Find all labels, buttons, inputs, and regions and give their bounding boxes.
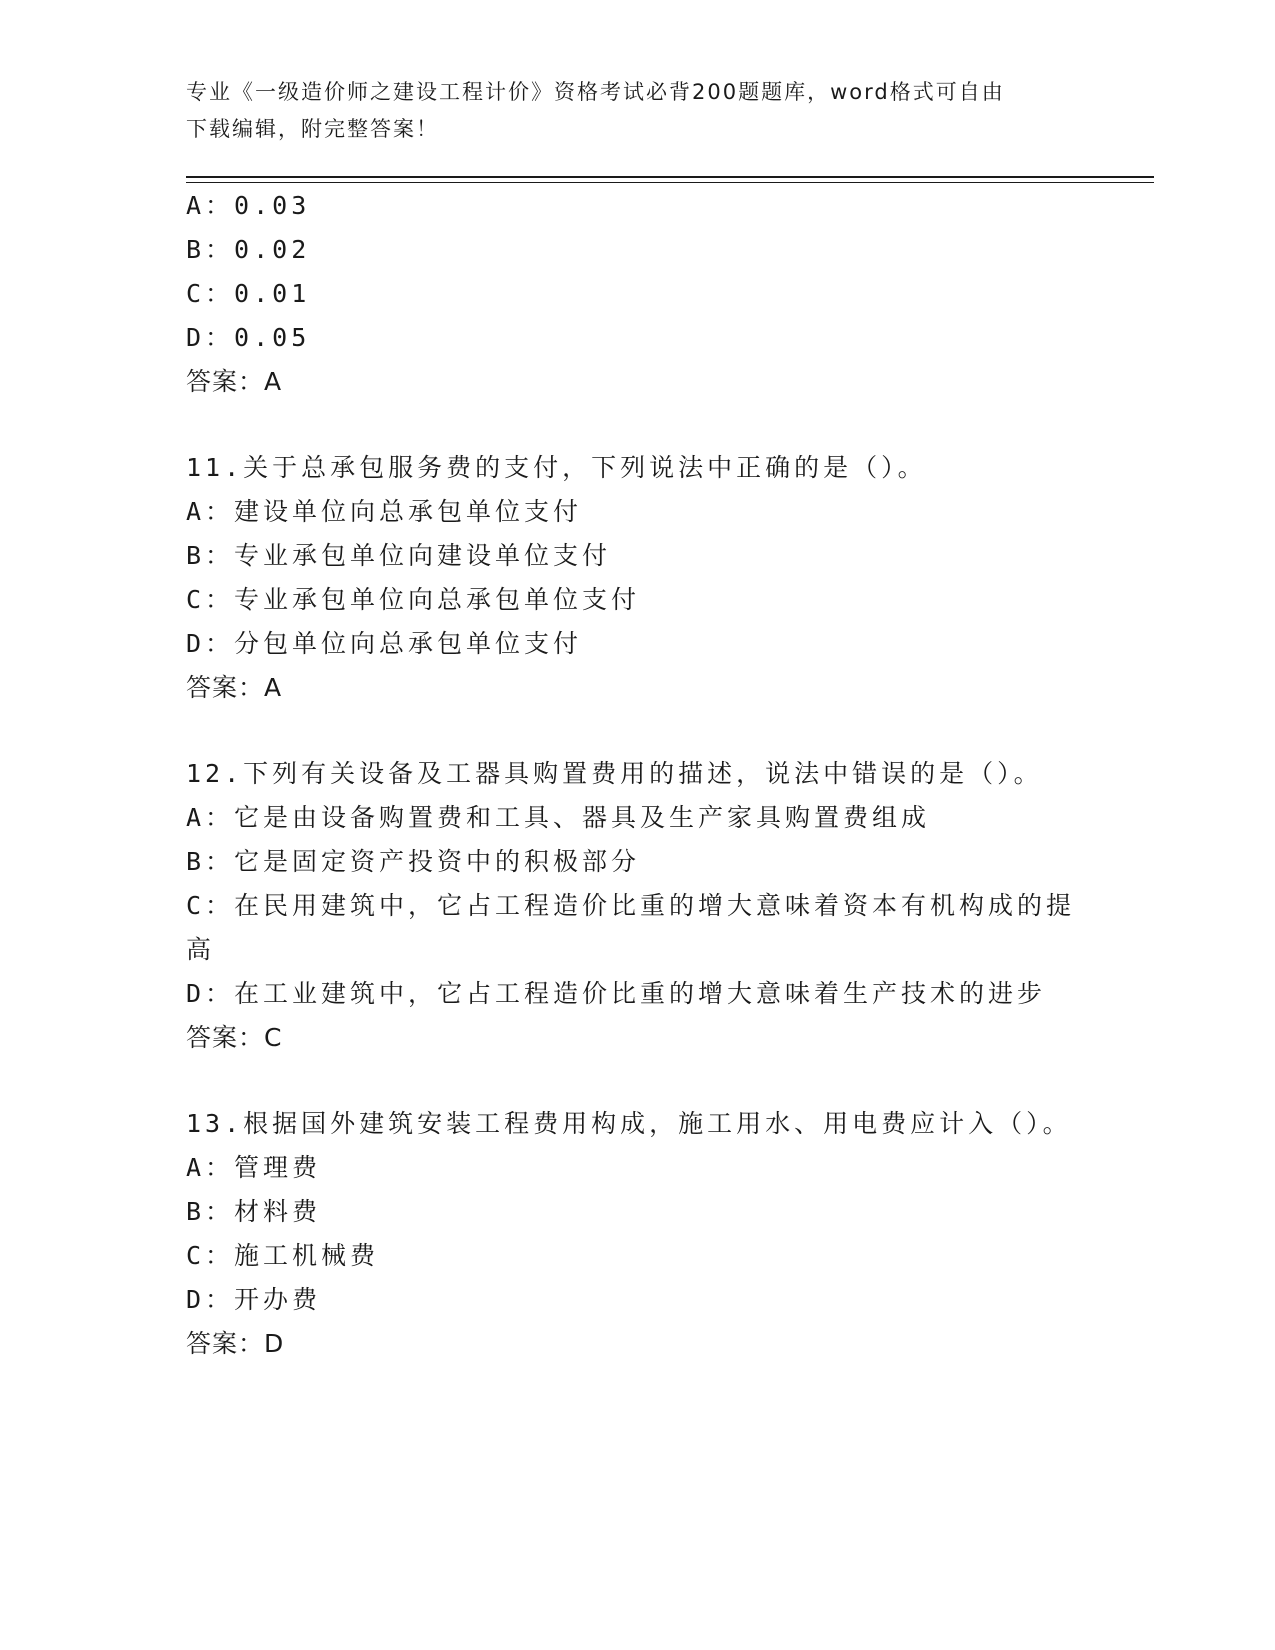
q13-option-a: A：管理费 bbox=[186, 1153, 322, 1182]
q10-option-d: D：0.05 bbox=[186, 323, 311, 352]
q12-question: 12.下列有关设备及工器具购置费用的描述，说法中错误的是（）。 bbox=[186, 759, 1043, 788]
header-divider-thin bbox=[186, 182, 1154, 183]
q12-option-c-line-1: C：在民用建筑中，它占工程造价比重的增大意味着资本有机构成的提 bbox=[186, 891, 1076, 920]
header-line-2: 下载编辑，附完整答案！ bbox=[186, 117, 439, 141]
q13-option-d: D：开办费 bbox=[186, 1285, 322, 1314]
q13-option-c: C：施工机械费 bbox=[186, 1241, 380, 1270]
q13-question: 13.根据国外建筑安装工程费用构成，施工用水、用电费应计入（）。 bbox=[186, 1109, 1072, 1138]
q10-option-a: A：0.03 bbox=[186, 191, 311, 220]
header-divider-thick bbox=[186, 176, 1154, 178]
q10-option-b: B：0.02 bbox=[186, 235, 311, 264]
q11-option-c: C：专业承包单位向总承包单位支付 bbox=[186, 585, 641, 614]
q13-option-b: B：材料费 bbox=[186, 1197, 322, 1226]
q10-option-c: C：0.01 bbox=[186, 279, 311, 308]
q12-option-d: D：在工业建筑中，它占工程造价比重的增大意味着生产技术的进步 bbox=[186, 979, 1047, 1008]
q12-answer: 答案：C bbox=[186, 1023, 283, 1052]
q11-question: 11.关于总承包服务费的支付，下列说法中正确的是（）。 bbox=[186, 453, 927, 482]
q12-option-a: A：它是由设备购置费和工具、器具及生产家具购置费组成 bbox=[186, 803, 931, 832]
q11-option-b: B：专业承包单位向建设单位支付 bbox=[186, 541, 612, 570]
q11-option-a: A：建设单位向总承包单位支付 bbox=[186, 497, 583, 526]
q12-option-c-line-2: 高 bbox=[186, 935, 216, 964]
q13-answer: 答案：D bbox=[186, 1329, 285, 1358]
header-line-1: 专业《一级造价师之建设工程计价》资格考试必背200题题库，word格式可自由 bbox=[186, 80, 1005, 104]
q11-answer: 答案：A bbox=[186, 673, 283, 702]
q12-option-b: B：它是固定资产投资中的积极部分 bbox=[186, 847, 641, 876]
q11-option-d: D：分包单位向总承包单位支付 bbox=[186, 629, 583, 658]
document-header bbox=[186, 74, 1066, 148]
q10-answer: 答案：A bbox=[186, 367, 283, 396]
